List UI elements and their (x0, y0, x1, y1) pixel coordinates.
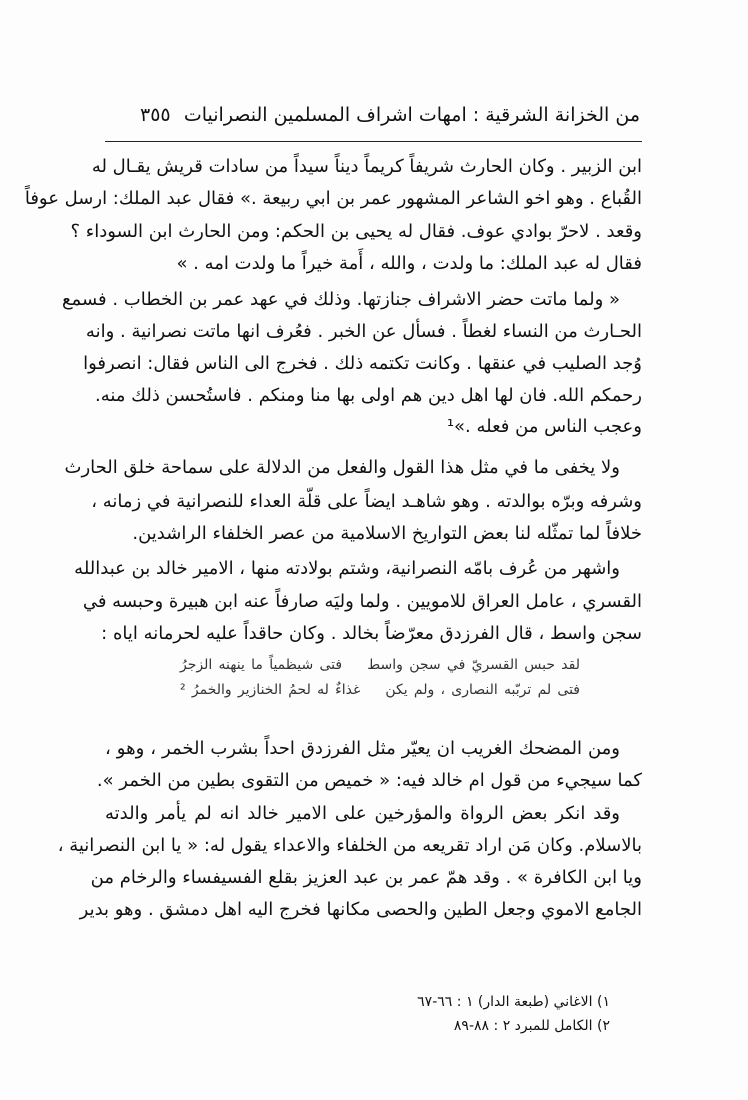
body-line: كما سيجيء من قول ام خالد فيه: « خميص من التقوى بطين من الخمر ». (96, 770, 642, 791)
page-number: ٣٥٥ (140, 104, 171, 126)
running-title: من الخزانة الشرقية : امهات اشراف المسلمين النصرانيات (183, 104, 640, 126)
body-line: رحمكم الله. فان لها اهل دين هم اولى بها منا ومنكم . فاستُحسن ذلك منه. (95, 385, 642, 406)
body-line: ويا ابن الكافرة » . وقد همّ عمر بن عبد العزيز بقلع الفسيفساء والرخام من (90, 867, 642, 888)
footnote: ١) الاغاني (طبعة الدار) ١ : ٦٦-٦٧ (417, 994, 610, 1010)
footnote: ٢) الكامل للمبرد ٢ : ٨٨-٨٩ (453, 1018, 610, 1034)
verse-line (180, 678, 580, 702)
body-line: القسري ، عامل العراق للامويين . ولما وليَه صارفاً عنه ابن هبيرة وحبسه في (82, 591, 642, 612)
body-line: وُجد الصليب في عنقها . وكانت تكتمه ذلك . فخرج الى الناس فقال: انصرفوا (83, 353, 642, 374)
hemistich: فتى لم تربّبه النصارى ، ولم يكن (385, 682, 580, 698)
body-line: « ولما ماتت حضر الاشراف جنازتها. وذلك في عهد عمر بن الخطاب . فسمع (61, 289, 620, 310)
body-line: وقعد . لاحرّ بوادي عوف. فقال له يحيى بن الحكم: ومن الحارث ابن السوداء ؟ (70, 221, 642, 242)
body-line: بالاسلام. وكان مَن اراد تقريعه من الخلفاء والاعداء يقول له: « يا ابن النصرانية ، (57, 835, 642, 856)
body-line: وعجب الناس من فعله .»¹ (446, 416, 642, 437)
hemistich: غذاءٌ له لحمُ الخنازير والخمرُ ² (180, 682, 361, 698)
body-line: القُباع . وهو اخو الشاعر المشهور عمر بن ابي ربيعة .» فقال عبد الملك: ارسل عوفاً (24, 188, 642, 209)
hemistich: لقد حبس القسريّ في سجن واسط (367, 657, 580, 673)
body-line: سجن واسط ، قال الفرزدق معرّضاً بخالد . وكان حاقداً عليه لحرمانه اياه : (101, 623, 642, 644)
header-rule (105, 141, 642, 142)
body-line: ابن الزبير . وكان الحارث شريفاً كريماً ديناً سيداً من سادات قريش يقـال له (91, 156, 642, 177)
body-line: ولا يخفى ما في مثل هذا القول والفعل من الدلالة على سماحة خلق الحارث (64, 457, 620, 478)
body-line: ومن المضحك الغريب ان يعيّر مثل الفرزدق احداً بشرب الخمر ، وهو ، (105, 738, 620, 759)
body-line: الحـارث من النساء لغطاً . فسأل عن الخبر . فعُرف انها ماتت نصرانية . وانه (85, 321, 642, 342)
body-line: الجامع الاموي وجعل الطين والحصى مكانها فخرج اليه اهل دمشق . وهو بدير (79, 899, 642, 920)
body-line: فقال له عبد الملك: ما ولدت ، والله ، أَمة خيراً ما ولدت امه . » (176, 253, 642, 274)
page-header (140, 104, 640, 134)
hemistich: فتى شيظمياً ما ينهنه الزجرُ (180, 657, 343, 673)
body-line: وشرفه وبرّه بوالدته . وهو شاهـد ايضاً على قلّة العداء للنصرانية في زمانه ، (91, 491, 642, 512)
body-line: خلافاً لما تمثّله لنا بعض التواريخ الاسلامية من عصر الخلفاء الراشدين. (132, 523, 642, 544)
verse-line (180, 653, 580, 677)
body-line: واشهر من عُرف بامّه النصرانية، وشتم بولادته منها ، الامير خالد بن عبدالله (74, 558, 620, 579)
body-line: وقد انكر بعض الرواة والمؤرخين على الامير خالد انه لم يأمر والدته (105, 803, 620, 824)
